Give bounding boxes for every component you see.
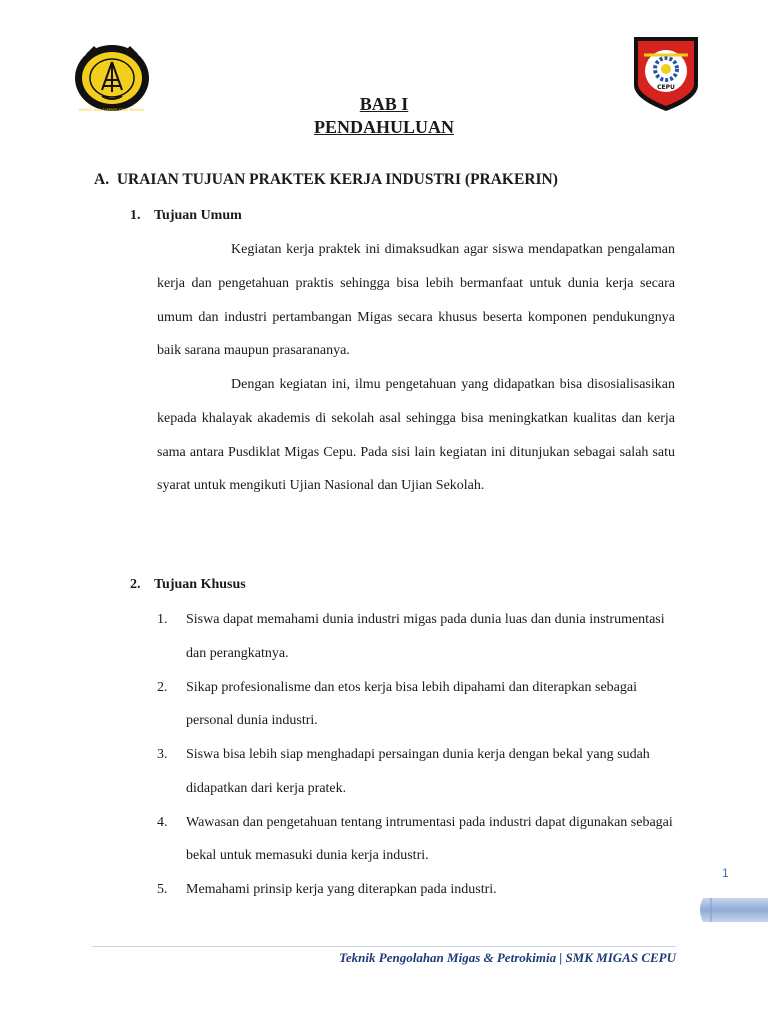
- paragraph-text: Dengan kegiatan ini, ilmu pengetahuan yang didapatkan bisa disosialisasikan kepada khalayak akademis di sekolah asal sehingga bisa meningkatkan kualitas dan kerja sama antara Pusdiklat Migas Cepu. Pada sisi lain kegiatan ini ditunjukan sebagai salah satu syarat untuk mengikuti Ujian Nasional dan Ujian Sekolah.: [157, 377, 675, 494]
- subsection-title: Tujuan Khusus: [154, 577, 246, 592]
- footer-divider: [92, 946, 676, 947]
- subsection-number: 2.: [130, 577, 141, 592]
- list-item-text: Memahami prinsip kerja yang diterapkan pada industri.: [186, 882, 497, 897]
- paragraph-text: Kegiatan kerja praktek ini dimaksudkan agar siswa mendapatkan pengalaman kerja dan pengetahuan praktis sehingga bisa lebih bermanfaat untuk dunia kerja secara umum dan industri pertambangan Migas secara khusus beserta komponen pendukungnya baik sarana maupun prasarananya.: [157, 242, 675, 359]
- section-title: URAIAN TUJUAN PRAKTEK KERJA INDUSTRI (PRAKERIN): [116, 171, 558, 188]
- paragraph: [157, 233, 675, 368]
- subsection-heading-umum: [130, 208, 242, 224]
- esdm-logo-text: ENERGI DAN SUMBER DAYA MINERAL: [79, 108, 145, 112]
- subsection-number: 1.: [130, 208, 141, 223]
- subsection-title: Tujuan Umum: [154, 208, 242, 223]
- section-label: A.: [94, 171, 110, 188]
- list-item: [157, 873, 675, 907]
- list-item-text: Sikap profesionalisme dan etos kerja bisa lebih dipahami dan diterapkan sebagai personal dunia industri.: [186, 679, 637, 729]
- section-heading: [94, 171, 558, 189]
- goals-list: [157, 603, 675, 907]
- list-item-number: 2.: [157, 679, 168, 695]
- subsection-heading-khusus: [130, 577, 246, 593]
- list-item-text: Siswa bisa lebih siap menghadapi persaingan dunia kerja dengan bekal yang sudah didapatkan dari kerja pratek.: [186, 747, 650, 796]
- page-tab-decoration: [697, 898, 768, 922]
- cepu-logo-text: CEPU: [657, 84, 675, 91]
- page-footer: Teknik Pengolahan Migas & Petrokimia | SMK MIGAS CEPU: [339, 950, 676, 965]
- list-item-number: 5.: [157, 882, 168, 897]
- list-item-number: 3.: [157, 747, 168, 762]
- chapter-title: PENDAHULUAN: [313, 117, 454, 137]
- paragraph: [157, 368, 675, 503]
- page-number: 1: [722, 866, 729, 880]
- list-item-text: Wawasan dan pengetahuan tentang intrumentasi pada industri dapat digunakan sebagai bekal untuk memasuki dunia kerja industri.: [186, 814, 673, 864]
- list-item: [157, 738, 675, 806]
- list-item-number: 4.: [157, 814, 168, 830]
- list-item-text: Siswa dapat memahami dunia industri migas pada dunia luas dan dunia instrumentasi dan perangkatnya.: [186, 612, 665, 661]
- list-item-number: 1.: [157, 612, 168, 627]
- list-item: [157, 806, 675, 874]
- list-item: [157, 603, 675, 671]
- list-item: [157, 671, 675, 739]
- chapter-number: BAB I: [359, 94, 409, 114]
